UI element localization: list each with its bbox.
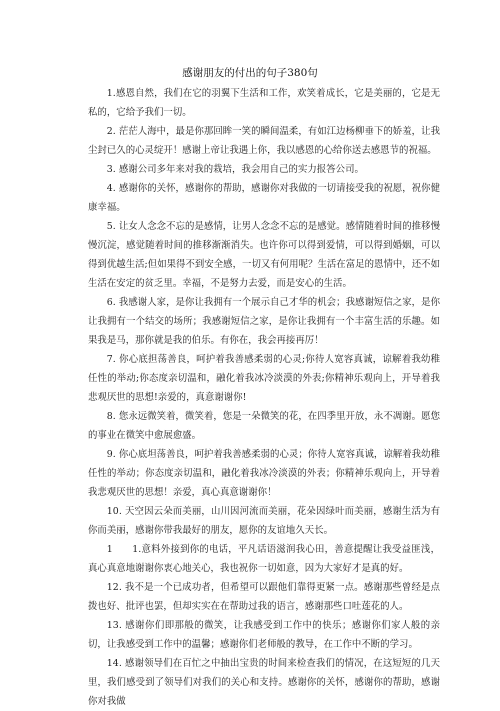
paragraph: 9. 你心底坦荡善良，呵护着我善感柔弱的心灵；你待人宽容真诚，谅解着我幼稚任性的举动；你态度亲切温和，融化着我冰冷淡漠的外表；你精神乐观向上，开导着我悲观厌世的思想！亲爱，真心真意谢谢你！ bbox=[88, 449, 440, 498]
paragraph: 7. 你心底担荡善良，呵护着我善感柔弱的心灵;你待人宽容真诚，谅解着我幼稚任性的举动;你态度亲切温和，融化着我冰冷淡漠的外表;你精神乐观向上，开导着我悲观厌世的思想!亲爱的，真意谢谢你! bbox=[88, 354, 440, 403]
paragraph: 10. 天空因云朵而美丽，山川因河流而美丽，花朵因绿叶而美丽，感谢生活为有你而美丽，感谢你带我最好的朋友，愿你的友谊地久天长。 bbox=[88, 506, 440, 536]
document-body bbox=[88, 84, 440, 711]
paragraph: 2. 茫茫人海中，最是你那回眸一笑的瞬间温柔，有如江边杨柳垂下的娇羞，让我尘封已久的心灵绽开！感谢上帝让我遇上你，我以感恩的心给你送去感恩节的祝福。 bbox=[88, 126, 440, 156]
paragraph: 13. 感谢你们即那般的微笑，让我感受到工作中的快乐；感谢你们家人般的亲切，让我感受到工作中的温馨；感谢你们老师般的教导，在工作中不断的学习。 bbox=[88, 620, 440, 650]
paragraph: 1.感恩自然，我们在它的羽翼下生活和工作，欢笑着成长，它是美丽的，它是无私的，它给予我们一切。 bbox=[88, 88, 440, 118]
paragraph: 14. 感谢领导们在百忙之中抽出宝贵的时间来检查我们的情况，在这短短的几天里，我们感受到了领导们对我们的关心和支持。感谢你的关怀，感谢你的帮助，感谢你对我做 bbox=[88, 658, 440, 707]
paragraph: 8. 您永远微笑着，微笑着，您是一朵微笑的花，在四季里开放，永不凋谢。愿您的事业在微笑中愈展愈盛。 bbox=[88, 411, 440, 441]
paragraph: 3. 感谢公司多年来对我的栽培，我会用自己的实力报答公司。 bbox=[106, 164, 364, 175]
paragraph: 1 1.意料外接到你的电话，平凡话语滋润我心田，善意提醒让我受益匪浅，真心真意地谢谢你衷心地关心，我也祝你一切如意，因为大家好才是真的好。 bbox=[88, 544, 440, 574]
document-title: 感谢朋友的付出的句子380句 bbox=[182, 67, 318, 79]
paragraph: 4. 感谢你的关怀，感谢你的帮助，感谢你对我做的一切请接受我的祝愿，祝你健康幸福。 bbox=[88, 183, 440, 213]
paragraph: 5. 让女人念念不忘的是感情，让男人念念不忘的是感觉。感情随着时间的推移慢慢沉淀，感觉随着时间的推移渐渐消失。也许你可以得到爱情，可以得到婚姻，可以得到优越生活;但如果得不到安全感，一切又有何用呢？生活在富足的恩情中，还不如生活在安定的贫乏里。幸福，不是努力去爱，而是安心的生活。 bbox=[88, 221, 440, 289]
paragraph: 12. 我不是一个已成功者，但希望可以跟他们靠得更紧一点。感谢那些曾经是点拨也好、批评也罢，但却实实在在帮助过我的语言，感谢那些口吐莲花的人。 bbox=[88, 582, 440, 612]
paragraph: 6. 我感谢人家，是你让我拥有一个展示自己才华的机会；我感谢短信之家，是你让我拥有一个结交的场所；我感谢短信之家，是你让我拥有一个丰富生活的乐趣。如果我是马，那你就是我的伯乐。有你在，我会再接再厉！ bbox=[88, 297, 440, 346]
